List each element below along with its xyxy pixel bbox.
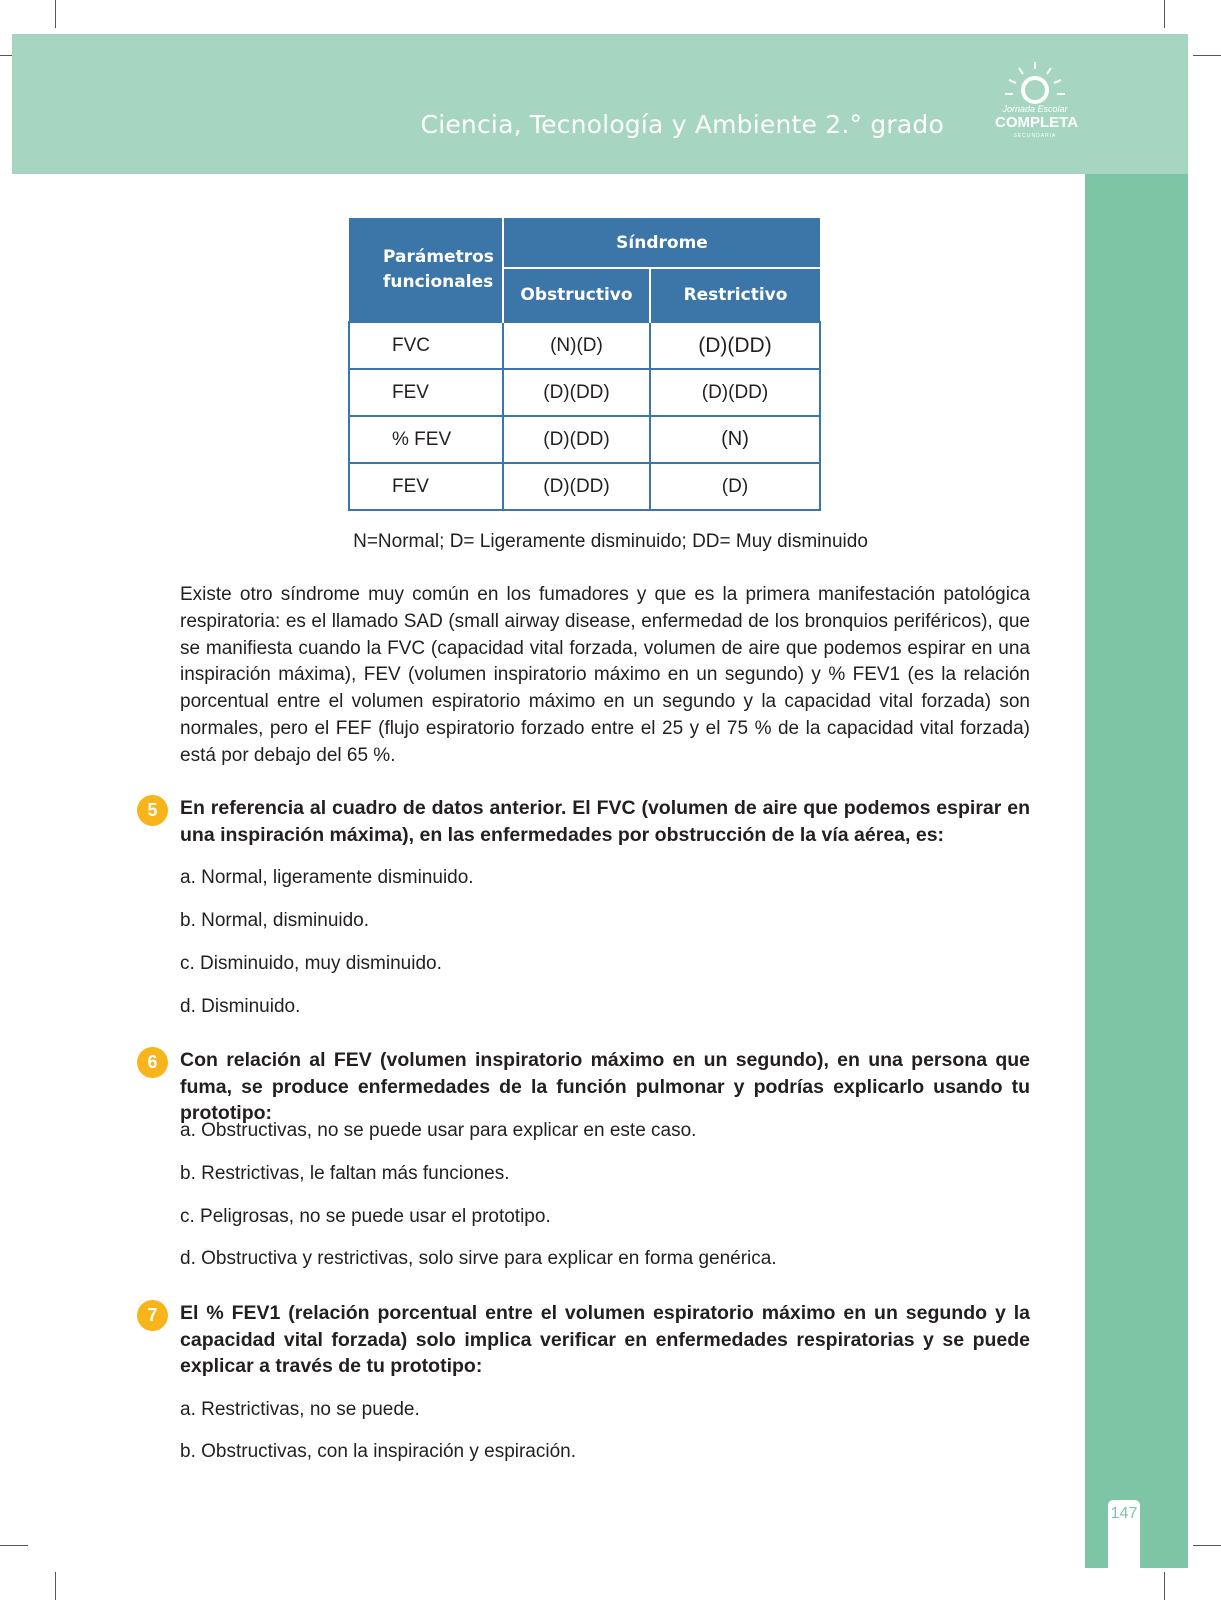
answer-option: a. Obstructivas, no se puede usar para explicar en este caso. [180, 1120, 697, 1141]
answer-option: a. Normal, ligeramente disminuido. [180, 867, 474, 888]
crop-mark [55, 0, 56, 28]
cell-obstructive: (N)(D) [503, 322, 650, 369]
header-param [349, 218, 503, 322]
jec-logo [995, 58, 1079, 152]
crop-mark [0, 1545, 28, 1546]
cell-restrictive: (N) [650, 416, 820, 463]
table-row [349, 463, 820, 510]
crop-mark [1193, 55, 1221, 56]
answer-option: d. Disminuido. [180, 996, 301, 1017]
question-text: El % FEV1 (relación porcentual entre el volumen espiratorio máximo en un segundo y la capacidad vital forzada) solo implica verificar en enfermedades respiratorias y se puede explicar a través de tu prototipo: [180, 1302, 1030, 1377]
cell-param: FEV [349, 369, 503, 416]
header-restrictive: Restrictivo [650, 268, 820, 322]
answer-option: c. Peligrosas, no se puede usar el prototipo. [180, 1206, 551, 1227]
syndrome-table [348, 218, 821, 511]
logo-line2: COMPLETA [995, 114, 1079, 131]
cell-restrictive: (D)(DD) [650, 369, 820, 416]
answer-option: b. Obstructivas, con la inspiración y espiración. [180, 1441, 577, 1462]
cell-restrictive: (D) [650, 463, 820, 510]
crop-mark [1164, 1572, 1165, 1600]
crop-mark [55, 1572, 56, 1600]
cell-obstructive: (D)(DD) [503, 463, 650, 510]
answer-option: b. Normal, disminuido. [180, 910, 370, 931]
cell-param: % FEV [349, 416, 503, 463]
answer-option: b. Restrictivas, le faltan más funciones. [180, 1163, 510, 1184]
table-row [349, 416, 820, 463]
header-title: Ciencia, Tecnología y Ambiente 2.° grado [420, 110, 944, 139]
crop-mark [1164, 0, 1165, 28]
header-param-label: Parámetros funcionales [383, 246, 494, 292]
header-syndrome: Síndrome [503, 218, 820, 268]
answer-option: c. Disminuido, muy disminuido. [180, 953, 442, 974]
table-row [349, 369, 820, 416]
question-number-badge: 7 [137, 1300, 168, 1331]
side-bar [1085, 174, 1188, 1568]
question-number-badge: 5 [137, 795, 168, 826]
page-number: 147 [1110, 1505, 1138, 1522]
crop-mark [1193, 1545, 1221, 1546]
logo-line1: Jornada Escolar [1002, 104, 1068, 114]
cell-obstructive: (D)(DD) [503, 369, 650, 416]
answer-option: d. Obstructiva y restrictivas, solo sirve para explicar en forma genérica. [180, 1248, 777, 1269]
question-number-badge: 6 [137, 1047, 168, 1078]
sun-icon [995, 58, 1075, 108]
header-obstructive: Obstructivo [503, 268, 650, 322]
logo-line3: SECUNDARIA [1013, 133, 1057, 139]
cell-param: FEV [349, 463, 503, 510]
table-legend: N=Normal; D= Ligeramente disminuido; DD= Muy disminuido [353, 531, 868, 552]
question-text: En referencia al cuadro de datos anterior. El FVC (volumen de aire que podemos espirar en una inspiración máxima), en las enfermedades por obstrucción de la vía aérea, es: [180, 797, 1030, 846]
question-text: Con relación al FEV (volumen inspiratorio máximo en un segundo), en una persona que fuma, se produce enfermedades de la función pulmonar y podrías explicarlo usando tu prototipo: [180, 1049, 1030, 1124]
answer-option: a. Restrictivas, no se puede. [180, 1399, 420, 1420]
cell-param: FVC [349, 322, 503, 369]
cell-obstructive: (D)(DD) [503, 416, 650, 463]
table-row [349, 322, 820, 369]
cell-restrictive: (D)(DD) [650, 322, 820, 369]
body-paragraph: Existe otro síndrome muy común en los fumadores y que es la primera manifestación patológica respiratoria: es el llamado SAD (small airway disease, enfermedad de los bronquios periféricos), que se manifiesta cuando la FVC (capacidad vital forzada, volumen de aire que podemos espirar en una inspiración máxima), FEV (volumen inspiratorio máximo en un segundo) y % FEV1 (es la relación porcentual entre el volumen espiratorio máximo en un segundo y la capacidad vital forzada) son normales, pero el FEF (flujo espiratorio forzado entre el 25 y el 75 % de la capacidad vital forzada) está por debajo del 65 %. [180, 584, 1030, 766]
